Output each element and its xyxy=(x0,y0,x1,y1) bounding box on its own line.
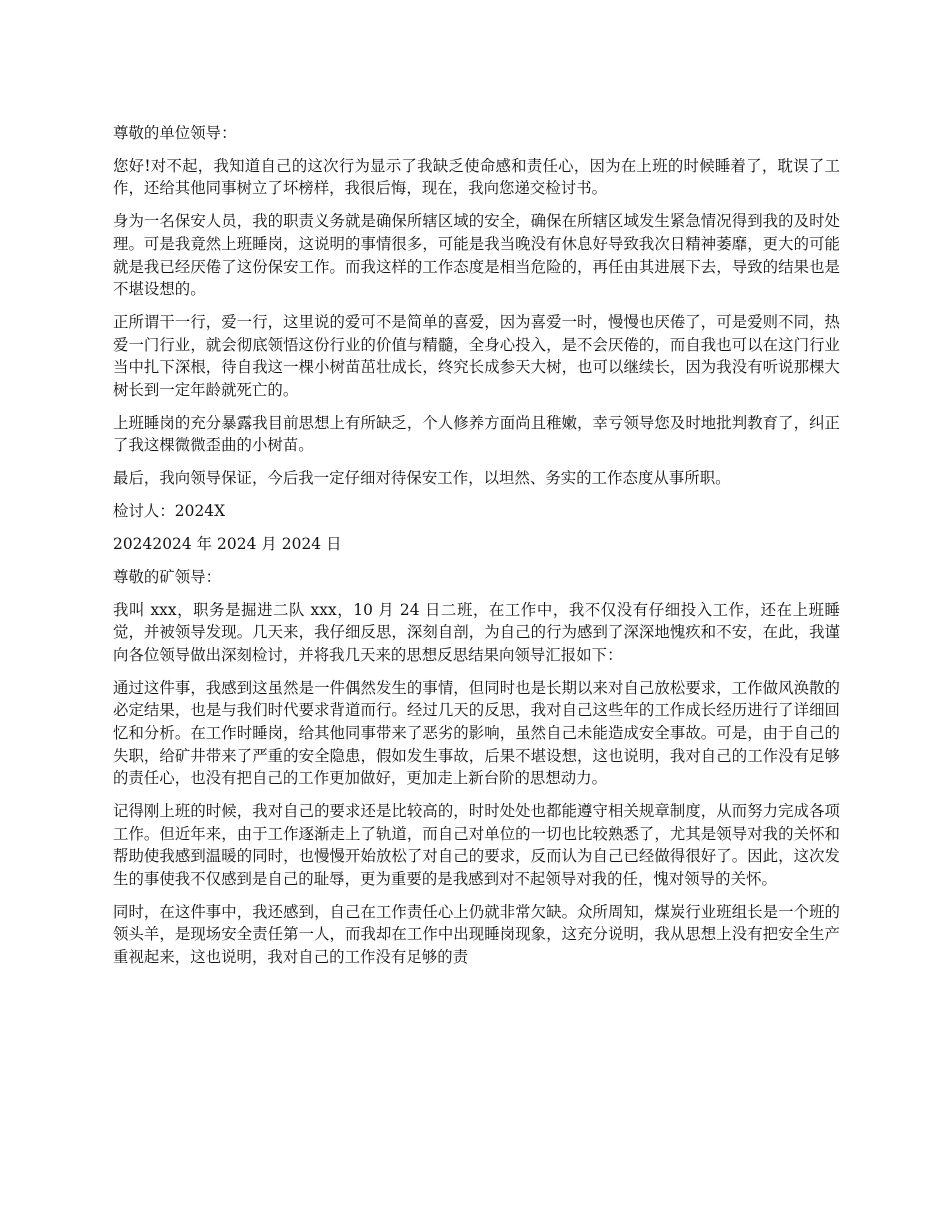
paragraph-love-career: 正所谓干一行，爱一行，这里说的爱可不是简单的喜爱，因为喜爱一时，慢慢也厌倦了，可是爱则不同，热爱一门行业，就会彻底领悟这份行业的价值与精髓，全身心投入，是不会厌倦的，而自我也可以在这门行业当中扎下深根，待自我这一棵小树苗茁壮成长，终究长成参天大树，也可以继续长，因为我没有听说那棵大树长到一定年龄就死亡的。 xyxy=(113,313,840,399)
paragraph-memory: 记得刚上班的时候，我对自己的要求还是比较高的，时时处处也都能遵守相关规章制度，从而努力完成各项工作。但近年来，由于工作逐渐走上了轨道，而自己对单位的一切也比较熟悉了，尤其是领导对我的关怀和帮助使我感到温暖的同时，也慢慢开始放松了对自己的要求，反而认为自己已经做得很好了。因此，这次发生的事使我不仅感到是自己的耻辱，更为重要的是我感到对不起领导对我的任，愧对领导的关怀。 xyxy=(113,802,840,888)
signature-line: 检讨人：2024X xyxy=(113,502,226,521)
paragraph-apology: 您好!对不起，我知道自己的这次行为显示了我缺乏使命感和责任心，因为在上班的时候睡着了，耽误了工作，还给其他同事树立了坏榜样，我很后悔，现在，我向您递交检讨书。 xyxy=(113,156,840,198)
paragraph-duty: 身为一名保安人员，我的职责义务就是确保所辖区域的安全，确保在所辖区域发生紧急情况得到我的及时处理。可是我竟然上班睡岗，这说明的事情很多，可能是我当晚没有休息好导致我次日精神萎靡，更大的可能就是我已经厌倦了这份保安工作。而我这样的工作态度是相当危险的，再任由其进展下去，导致的结果也是不堪设想的。 xyxy=(113,212,840,299)
date-line: 20242024 年 2024 月 2024 日 xyxy=(113,534,342,553)
document-body xyxy=(113,122,840,979)
paragraph-reflection: 上班睡岗的充分暴露我目前思想上有所缺乏，个人修养方面尚且稚嫩，幸亏领导您及时地批判教育了，纠正了我这棵微微歪曲的小树苗。 xyxy=(113,413,840,455)
paragraph-introduction: 我叫 xxx，职务是掘进二队 xxx，10 月 24 日二班，在工作中，我不仅没有仔细投入工作，还在上班睡觉，并被领导发现。几天来，我仔细反思，深刻自剖，为自己的行为感到了深深地愧疚和不安，在此，我谨向各位领导做出深刻检讨，并将我几天来的思想反思结果向领导汇报如下： xyxy=(113,600,840,664)
salutation-unit: 尊敬的单位领导： xyxy=(113,124,237,142)
paragraph-analysis: 通过这件事，我感到这虽然是一件偶然发生的事情，但同时也是长期以来对自己放松要求，工作做风涣散的必定结果，也是与我们时代要求背道而行。经过几天的反思，我对自己这些年的工作成长经历进行了详细回忆和分析。在工作时睡岗，给其他同事带来了恶劣的影响，虽然自己未能造成安全事故。可是，由于自己的失职，给矿井带来了严重的安全隐患，假如发生事故，后果不堪设想，这也说明，我对自己的工作没有足够的责任心，也没有把自己的工作更加做好，更加走上新台阶的思想动力。 xyxy=(113,678,840,788)
salutation-mine: 尊敬的矿领导： xyxy=(113,567,222,586)
paragraph-promise: 最后，我向领导保证，今后我一定仔细对待保安工作，以坦然、务实的工作态度从事所职。 xyxy=(113,469,731,488)
paragraph-responsibility: 同时，在这件事中，我还感到，自己在工作责任心上仍就非常欠缺。众所周知，煤炭行业班组长是一个班的领头羊，是现场安全责任第一人，而我却在工作中出现睡岗现象，这充分说明，我从思想上没有把安全生产重视起来，这也说明，我对自己的工作没有足够的责 xyxy=(113,902,840,966)
